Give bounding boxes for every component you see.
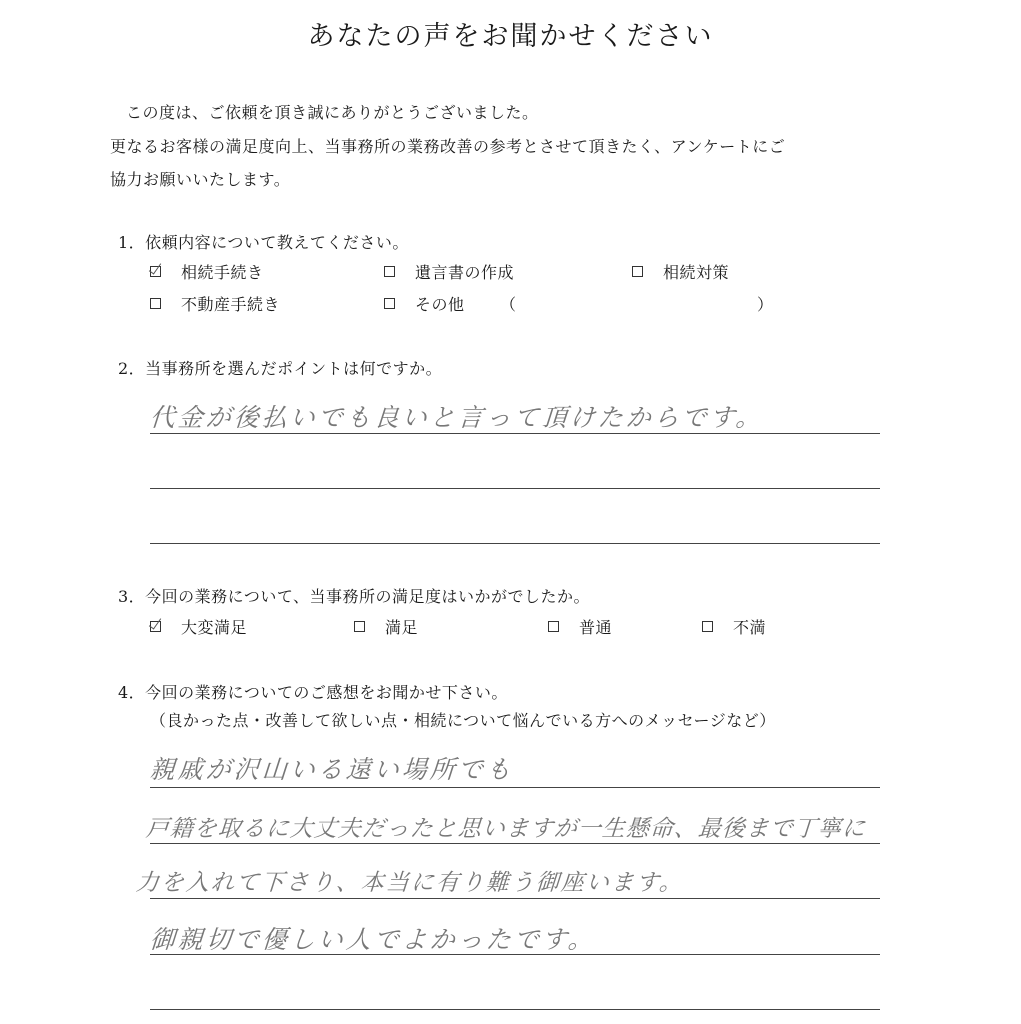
q1-option-real-estate[interactable] bbox=[150, 292, 280, 315]
q1-option-will-creation[interactable] bbox=[384, 260, 514, 283]
option-label: 相続手続き bbox=[181, 263, 264, 282]
question-4-sublabel: （良かった点・改善して欲しい点・相続について悩んでいる方へのメッセージなど） bbox=[150, 711, 776, 730]
answer-line bbox=[150, 488, 880, 489]
q3-option-satisfied[interactable] bbox=[354, 615, 418, 638]
option-label: 満足 bbox=[385, 618, 419, 637]
q3-option-normal[interactable] bbox=[548, 615, 612, 638]
checkbox-icon[interactable] bbox=[632, 266, 643, 277]
q4-handwritten-line-3: 力を入れて下さり、本当に有り難う御座います。 bbox=[134, 870, 685, 896]
option-label: 遺言書の作成 bbox=[415, 263, 515, 282]
intro-line-1: この度は、ご依頼を頂き誠にありがとうございました。 bbox=[126, 103, 539, 122]
answer-line bbox=[150, 954, 880, 955]
option-label: 普通 bbox=[579, 618, 613, 637]
q3-option-dissatisfied[interactable] bbox=[702, 615, 766, 638]
option-label: 相続対策 bbox=[663, 263, 730, 282]
other-paren-close: ） bbox=[757, 295, 774, 314]
option-label: 不動産手続き bbox=[181, 295, 281, 314]
other-paren-open: （ bbox=[500, 295, 517, 314]
q3-option-very-satisfied[interactable] bbox=[150, 615, 247, 638]
checkbox-icon[interactable] bbox=[384, 266, 395, 277]
q2-handwritten-answer: 代金が後払いでも良いと言って頂けたからです。 bbox=[148, 403, 765, 432]
q4-handwritten-line-1: 親戚が沢山いる遠い場所でも bbox=[148, 755, 515, 784]
question-2-label: 2．当事務所を選んだポイントは何ですか。 bbox=[118, 359, 443, 378]
page-title: あなたの声をお聞かせください bbox=[307, 21, 714, 52]
option-label: 不満 bbox=[733, 618, 767, 637]
intro-line-3: 協力お願いいたします。 bbox=[110, 170, 291, 189]
q1-option-inheritance-procedure[interactable] bbox=[150, 260, 264, 283]
question-3-label: 3．今回の業務について、当事務所の満足度はいかがでしたか。 bbox=[118, 587, 591, 606]
option-label: 大変満足 bbox=[181, 618, 248, 637]
answer-line bbox=[150, 433, 880, 434]
q1-option-inheritance-planning[interactable] bbox=[632, 260, 729, 283]
checkbox-icon[interactable] bbox=[150, 298, 161, 309]
checkbox-icon[interactable] bbox=[548, 621, 559, 632]
answer-line bbox=[150, 1009, 880, 1010]
answer-line bbox=[150, 787, 880, 788]
q1-option-other[interactable] bbox=[384, 292, 465, 315]
checkbox-checked-icon[interactable] bbox=[150, 266, 161, 277]
answer-line bbox=[150, 898, 880, 899]
answer-line bbox=[150, 543, 880, 544]
intro-line-2: 更なるお客様の満足度向上、当事務所の業務改善の参考とさせて頂きたく、アンケートにご bbox=[110, 137, 786, 156]
checkbox-icon[interactable] bbox=[702, 621, 713, 632]
option-label: その他 bbox=[415, 295, 465, 314]
checkbox-icon[interactable] bbox=[354, 621, 365, 632]
answer-line bbox=[150, 843, 880, 844]
q4-handwritten-line-2: 戸籍を取るに大丈夫だったと思いますが一生懸命、最後まで丁寧に bbox=[144, 816, 867, 842]
question-4-label: 4．今回の業務についてのご感想をお聞かせ下さい。 bbox=[118, 683, 508, 702]
checkbox-icon[interactable] bbox=[384, 298, 395, 309]
question-1-label: 1．依頼内容について教えてください。 bbox=[118, 233, 409, 252]
checkbox-checked-icon[interactable] bbox=[150, 621, 161, 632]
q4-handwritten-line-4: 御親切で優しい人でよかったです。 bbox=[148, 925, 597, 954]
